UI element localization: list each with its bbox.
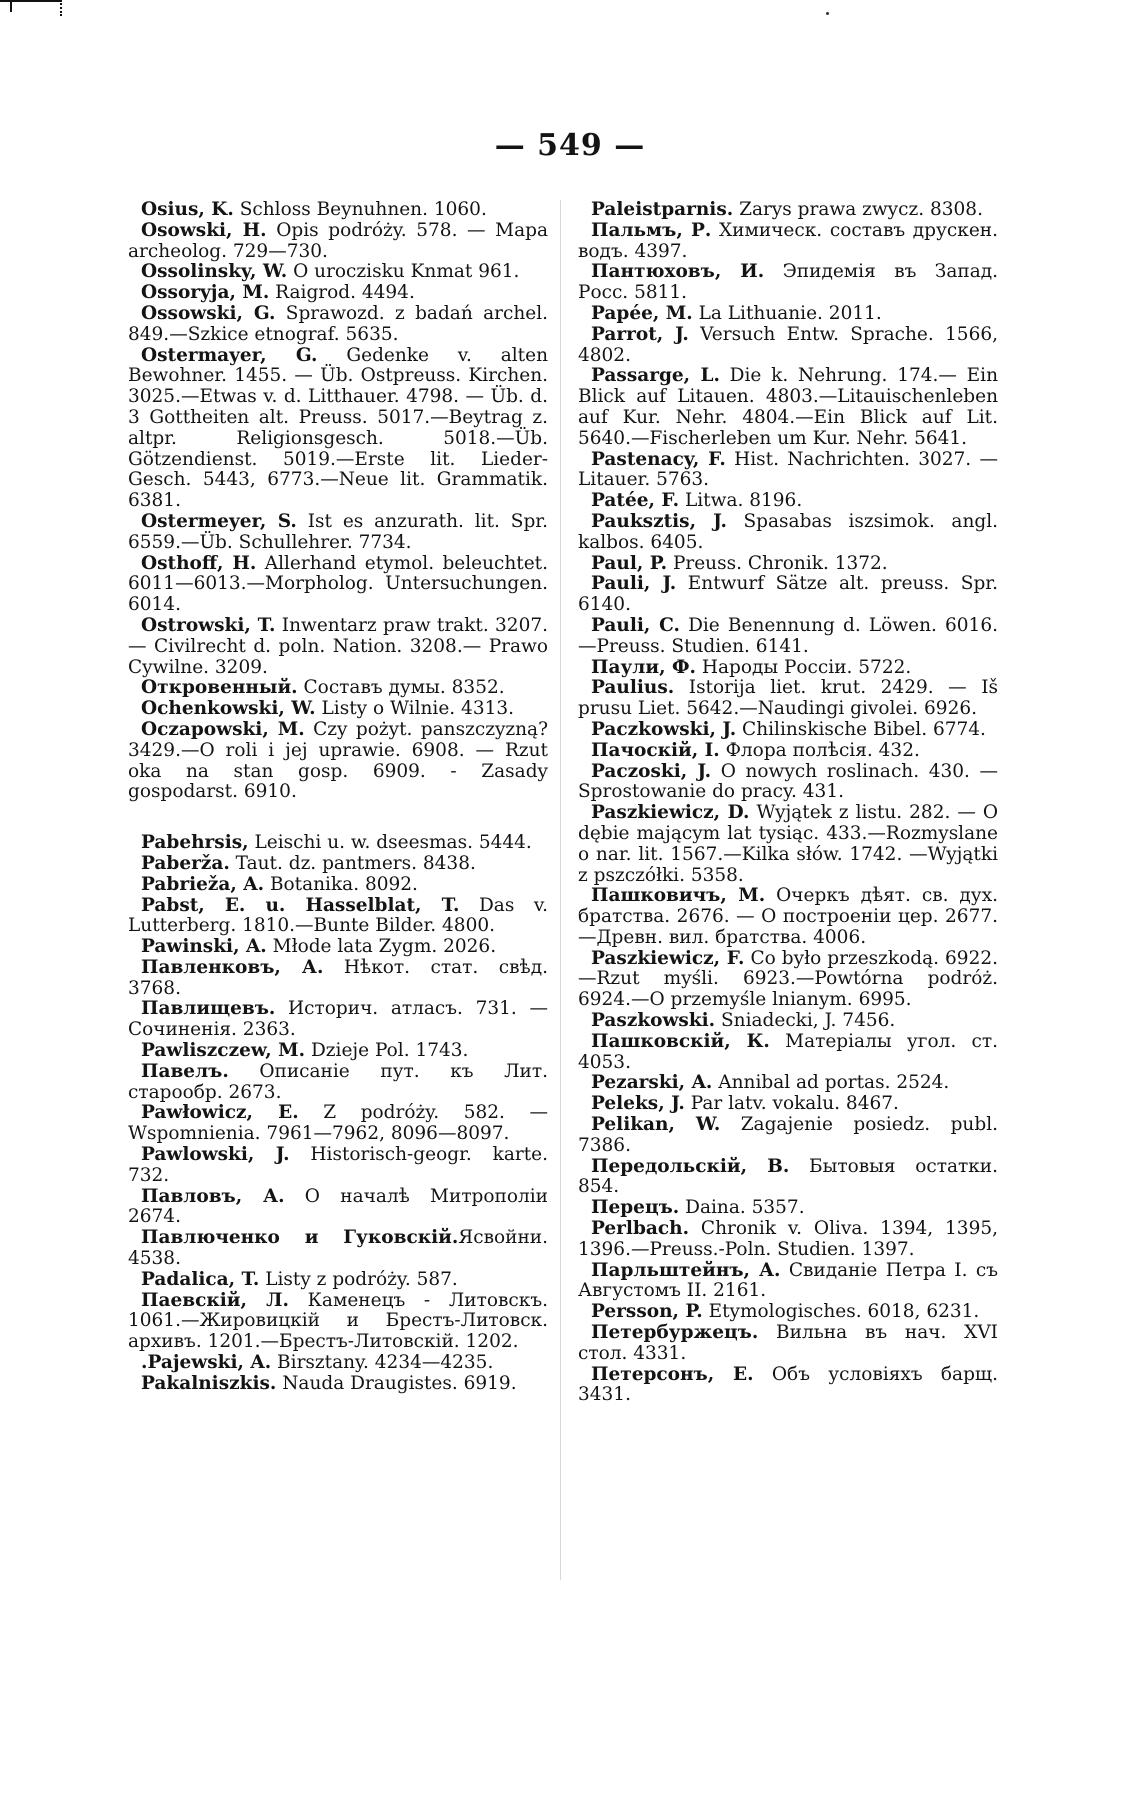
- entry-works: Составъ думы. 8352.: [297, 677, 505, 699]
- entry-works: O nowych roslinach. 430. —Sprostowanie do pracy. 431.: [578, 760, 998, 803]
- entry-author: Pelikan, W.: [591, 1114, 721, 1136]
- entry-works: Die k. Nehrung. 174.— Ein Blick auf Litauen. 4803.—Litauischenleben auf Kur. Nehr. 4804.—Ein Blick auf Lit. 5640.—Fischerleben um Kur. Nehr. 5641.: [578, 365, 998, 449]
- entry-works: Флора полѣсія. 432.: [719, 739, 920, 761]
- entry-works: Ist es anzurath. lit. Spr. 6559.—Üb. Schullehrer. 7734.: [128, 510, 548, 553]
- entry-author: Pakalniszkis.: [141, 1372, 277, 1394]
- page-number: — 549 —: [494, 128, 646, 163]
- index-entry: [128, 1062, 548, 1104]
- index-entry: [128, 1291, 548, 1353]
- index-entry: [128, 958, 548, 1000]
- entry-works: Вильна въ нач. XVI стол. 4331.: [578, 1322, 998, 1364]
- index-entry: [578, 949, 998, 1011]
- index-entry: [578, 1157, 998, 1199]
- entry-author: Передольскій, В.: [591, 1155, 790, 1177]
- entry-author: Откровенный.: [141, 677, 298, 699]
- index-entry: [578, 1115, 998, 1157]
- index-entry: [128, 1228, 548, 1270]
- index-entry: [578, 221, 998, 263]
- index-entry: [128, 304, 548, 346]
- entry-author: .Pajewski, A.: [141, 1352, 272, 1374]
- entry-works: Каменецъ - Литовскъ. 1061.—Жировицкій и Брестъ-Литовск. архивъ. 1201.—Брестъ-Литовскій. 1202.: [128, 1289, 548, 1353]
- entry-works: Химическ. составъ друскен. водъ. 4397.: [578, 219, 998, 262]
- index-entry: [578, 1219, 998, 1261]
- entry-author: Ossolinsky, W.: [141, 261, 288, 283]
- entry-works: Par latv. vokalu. 8467.: [684, 1093, 899, 1115]
- index-entry: [128, 699, 548, 720]
- entry-works: Описаніе пут. къ Лит. старообр. 2673.: [128, 1060, 548, 1103]
- entry-author: Пашковскій, К.: [591, 1030, 770, 1052]
- entry-author: Perlbach.: [591, 1218, 690, 1240]
- entry-author: Pauli, C.: [591, 614, 680, 636]
- index-entry: [578, 304, 998, 325]
- entry-works: Versuch Entw. Sprache. 1566, 4802.: [578, 323, 998, 366]
- entry-author: Paczkowski, J.: [591, 718, 737, 740]
- entry-works: Istorija liet. krut. 2429. — Iš prusu Liet. 5642.—Naudingi givolei. 6926.: [578, 677, 998, 720]
- index-entry: [128, 1270, 548, 1291]
- entry-works: Эпидемія въ Запад. Росс. 5811.: [578, 261, 998, 304]
- index-entry: [578, 450, 998, 492]
- entry-works: Listy z podróży. 587.: [259, 1268, 458, 1290]
- entry-works: Z podróży. 582. — Wspomnienia. 7961—7962, 8096—8097.: [128, 1102, 549, 1145]
- left-column: [128, 200, 548, 1395]
- entry-author: Paszkiewicz, D.: [591, 802, 750, 824]
- entry-works: Raigrod. 4494.: [269, 282, 415, 304]
- entry-works: Die Benennung d. Löwen. 6016.—Preuss. Studien. 6141.: [578, 614, 998, 657]
- entry-works: Sprawozd. z badań archel. 849.—Szkice etnograf. 5635.: [128, 302, 549, 345]
- entry-author: Парльштейнъ, А.: [591, 1259, 781, 1281]
- entry-works: Schloss Beynuhnen. 1060.: [233, 199, 487, 220]
- index-entry: [578, 762, 998, 804]
- index-entry: [578, 720, 998, 741]
- entry-works: La Lithuanie. 2011.: [692, 302, 882, 324]
- entry-author: Павлищевъ.: [141, 998, 276, 1020]
- entry-works: Historisch-geogr. karte. 732.: [128, 1144, 548, 1186]
- entry-works: Zarys prawa zwycz. 8308.: [733, 199, 983, 220]
- index-entry: [578, 1073, 998, 1094]
- column-gutter: [560, 200, 561, 1580]
- entry-works: Birsztany. 4234—4235.: [271, 1352, 494, 1374]
- index-entry: [128, 1103, 548, 1145]
- index-entry: [578, 574, 998, 616]
- entry-author: Paul, P.: [591, 552, 668, 574]
- index-entry: [578, 1323, 998, 1365]
- index-entry: [128, 1145, 548, 1187]
- index-entry: [578, 1365, 998, 1407]
- entry-works: О началѣ Митрополіи 2674.: [128, 1185, 548, 1228]
- index-entry: [128, 616, 548, 678]
- entry-author: Pawłowicz, E.: [141, 1102, 299, 1124]
- entry-works: Объ условіяхъ барщ. 3431.: [578, 1363, 998, 1406]
- entry-works: Chilinskische Bibel. 6774.: [736, 718, 986, 740]
- entry-author: Ostermeyer, S.: [141, 510, 297, 532]
- entry-author: Pabst, E. u. Hasselblat, T.: [141, 894, 460, 916]
- entry-author: Pawinski, A.: [141, 936, 267, 958]
- entry-author: Papée, M.: [591, 302, 693, 324]
- index-entry: [128, 875, 548, 896]
- entry-author: Pabehrsis,: [141, 832, 249, 854]
- index-entry: [578, 1198, 998, 1219]
- entry-author: Pawlowski, J.: [141, 1144, 290, 1166]
- entry-author: Peleks, J.: [591, 1093, 685, 1115]
- entry-author: Osius, K.: [141, 199, 234, 220]
- index-entry: [128, 554, 548, 616]
- index-entry: [578, 678, 998, 720]
- index-entry: [578, 616, 998, 658]
- entry-works: O uroczisku Knmat 961.: [287, 261, 520, 283]
- index-entry: [578, 1094, 998, 1115]
- index-entry: [128, 1187, 548, 1229]
- index-entry: [578, 366, 998, 449]
- index-entry: [578, 1302, 998, 1323]
- index-entry: [578, 200, 998, 221]
- scan-corner-tick: [10, 0, 12, 12]
- entry-works: Dzieje Pol. 1743.: [305, 1040, 469, 1062]
- index-entry: [578, 491, 998, 512]
- entry-works: Litwa. 8196.: [679, 490, 803, 512]
- index-entry: [578, 512, 998, 554]
- entry-author: Павелъ.: [141, 1060, 229, 1082]
- index-entry: [578, 658, 998, 679]
- index-entry: [128, 1374, 548, 1395]
- entry-works: Zagajenie posiedz. publ. 7386.: [578, 1114, 998, 1156]
- entry-author: Pauksztis, J.: [591, 510, 727, 532]
- entry-author: Pastenacy, F.: [591, 448, 726, 470]
- entry-works: Spasabas iszsimok. angl. kalbos. 6405.: [578, 510, 998, 553]
- index-entry: [578, 1011, 998, 1032]
- entry-author: Pabrieža, A.: [141, 873, 265, 895]
- entry-works: Etymologisches. 6018, 6231.: [702, 1301, 980, 1323]
- index-entry: [128, 262, 548, 283]
- entry-works: Gedenke v. alten Bewohner. 1455. — Üb. Ostpreuss. Kirchen. 3025.—Etwas v. d. Litthauer. 4798. — Üb. d. 3 Gottheiten alt. Preuss. 5017.—Beytrag z. altpr. Religionsgesch. 5018.—Üb. Götzendienst. 5019.—Erste lit. Lieder-Gesch. 5443, 6773.—Neue lit. Grammatik. 6381.: [128, 344, 548, 512]
- entry-author: Пачоскій, І.: [591, 739, 720, 761]
- entry-works: Preuss. Chronik. 1372.: [667, 552, 888, 574]
- entry-author: Patée, F.: [591, 490, 680, 512]
- entry-works: Sniadecki, J. 7456.: [715, 1010, 896, 1032]
- index-entry: [128, 937, 548, 958]
- entry-author: Пантюховъ, И.: [591, 261, 765, 283]
- entry-works: Hist. Nachrichten. 3027. —Litauer. 5763.: [578, 448, 998, 491]
- entry-author: Павленковъ, А.: [141, 956, 324, 978]
- index-entry: [128, 999, 548, 1041]
- entry-works: Ясвойни. 4538.: [128, 1227, 548, 1270]
- entry-works: Opis podróży. 578. — Mapa archeolog. 729—730.: [128, 219, 548, 262]
- entry-author: Padalica, T.: [141, 1268, 260, 1290]
- entry-author: Osthoff, H.: [141, 552, 257, 574]
- entry-works: Свиданіе Петра І. съ Августомъ II. 2161.: [578, 1259, 998, 1302]
- entry-works: Listy o Wilnie. 4313.: [315, 698, 515, 720]
- index-entry: [578, 886, 998, 948]
- entry-works: Czy pożyt. panszczyzną? 3429.—O roli i jej uprawie. 6908. — Rzut oka na stan gosp. 6909. - Zasady gospodarst. 6910.: [128, 718, 549, 803]
- entry-author: Paszkowski.: [591, 1010, 716, 1032]
- right-column: [578, 200, 998, 1406]
- entry-author: Persson, P.: [591, 1301, 703, 1323]
- entry-author: Ostrowski, T.: [141, 614, 276, 636]
- entry-author: Пальмъ, Р.: [591, 219, 712, 241]
- index-entry: [128, 346, 548, 512]
- index-entry: [128, 1041, 548, 1062]
- entry-works: Das v. Lutterberg. 1810.—Bunte Bilder. 4800.: [128, 894, 548, 937]
- index-entry: [578, 1032, 998, 1074]
- entry-author: Oczapowski, M.: [141, 718, 305, 740]
- index-entry: [578, 803, 998, 886]
- entry-works: Nauda Draugistes. 6919.: [276, 1372, 517, 1394]
- entry-author: Osowski, H.: [141, 219, 267, 241]
- entry-works: Daina. 5357.: [679, 1197, 805, 1219]
- index-entry: [128, 1353, 548, 1374]
- index-entry: [578, 554, 998, 575]
- entry-author: Ochenkowski, W.: [141, 698, 316, 720]
- entry-author: Пашковичъ, М.: [591, 885, 766, 907]
- entry-author: Ossoryja, M.: [141, 282, 270, 304]
- entry-author: Павловъ, А.: [141, 1185, 285, 1207]
- entry-works: Wyjątek z listu. 282. — O dębie mającym lat tysiąc. 433.—Rozmyslane o nar. lit. 1567.—Kilka słów. 1742. —Wyjątki z pszczółki. 5358.: [578, 802, 998, 886]
- index-entry: [128, 512, 548, 554]
- entry-author: Passarge, L.: [591, 365, 720, 387]
- entry-author: Paberža.: [141, 852, 230, 874]
- entry-works: Inwentarz praw trakt. 3207. — Civilrecht d. poln. Nation. 3208.— Prawo Cywilne. 3209.: [128, 614, 549, 678]
- entry-author: Paczoski, J.: [591, 760, 712, 782]
- index-entry: [578, 325, 998, 367]
- entry-works: Botanika. 8092.: [264, 873, 418, 895]
- entry-author: Pauli, J.: [591, 573, 677, 595]
- index-entry: [128, 720, 548, 803]
- entry-works: Нѣкот. стат. свѣд. 3768.: [128, 956, 548, 999]
- entry-author: Pawliszczew, M.: [141, 1040, 306, 1062]
- entry-author: Pezarski, A.: [591, 1072, 713, 1094]
- entry-works: Annibal ad portas. 2524.: [712, 1072, 950, 1094]
- entry-works: Chronik v. Oliva. 1394, 1395, 1396.—Preuss.-Poln. Studien. 1397.: [578, 1218, 998, 1260]
- entry-author: Paleistparnis.: [591, 199, 734, 220]
- entry-works: Młode lata Zygm. 2026.: [266, 936, 497, 958]
- entry-author: Павлюченко и Гуковскій.: [141, 1227, 459, 1249]
- entry-works: Историч. атласъ. 731. —Сочиненія. 2363.: [128, 998, 548, 1041]
- entry-author: Паули, Ф.: [591, 656, 696, 678]
- entry-works: Allerhand etymol. beleuchtet. 6011—6013.—Morpholog. Untersuchungen. 6014.: [128, 552, 548, 616]
- entry-author: Ostermayer, G.: [141, 344, 318, 366]
- index-entry: [128, 833, 548, 854]
- index-entry: [578, 262, 998, 304]
- entry-author: Перецъ.: [591, 1197, 680, 1219]
- entry-author: Петербуржецъ.: [591, 1322, 759, 1344]
- index-entry: [578, 741, 998, 762]
- entry-author: Ossowski, G.: [141, 302, 276, 324]
- entry-author: Петерсонъ, Е.: [591, 1363, 754, 1385]
- entry-author: Paulius.: [591, 677, 675, 699]
- scan-speck: [826, 12, 829, 15]
- entry-author: Paszkiewicz, F.: [591, 947, 745, 969]
- index-entry: [128, 283, 548, 304]
- index-entry: [128, 854, 548, 875]
- index-entry: [578, 1261, 998, 1303]
- entry-author: Паевскій, Л.: [141, 1289, 289, 1311]
- index-entry: [128, 221, 548, 263]
- entry-works: Бытовыя остатки. 854.: [578, 1155, 998, 1198]
- entry-works: Очеркъ дѣят. св. дух. братства. 2676. — О построеніи цер. 2677.—Древн. вил. братства. 4006.: [578, 885, 999, 948]
- entry-works: Co było przeszkodą. 6922.—Rzut myśli. 6923.—Powtórna podróż. 6924.—O przemyśle lnianym. 6995.: [578, 947, 998, 1011]
- entry-works: Leischi u. w. dseesmas. 5444.: [248, 832, 532, 854]
- entry-works: Народы Россіи. 5722.: [695, 656, 912, 678]
- section-break: [128, 803, 548, 833]
- entry-author: Parrot, J.: [591, 323, 689, 345]
- entry-works: Entwurf Sätze alt. preuss. Spr. 6140.: [578, 573, 998, 616]
- entry-works: Taut. dz. pantmers. 8438.: [229, 852, 476, 874]
- index-entry: [128, 200, 548, 221]
- index-entry: [128, 896, 548, 938]
- index-entry: [128, 678, 548, 699]
- entry-works: Матеріалы угол. ст. 4053.: [578, 1030, 998, 1073]
